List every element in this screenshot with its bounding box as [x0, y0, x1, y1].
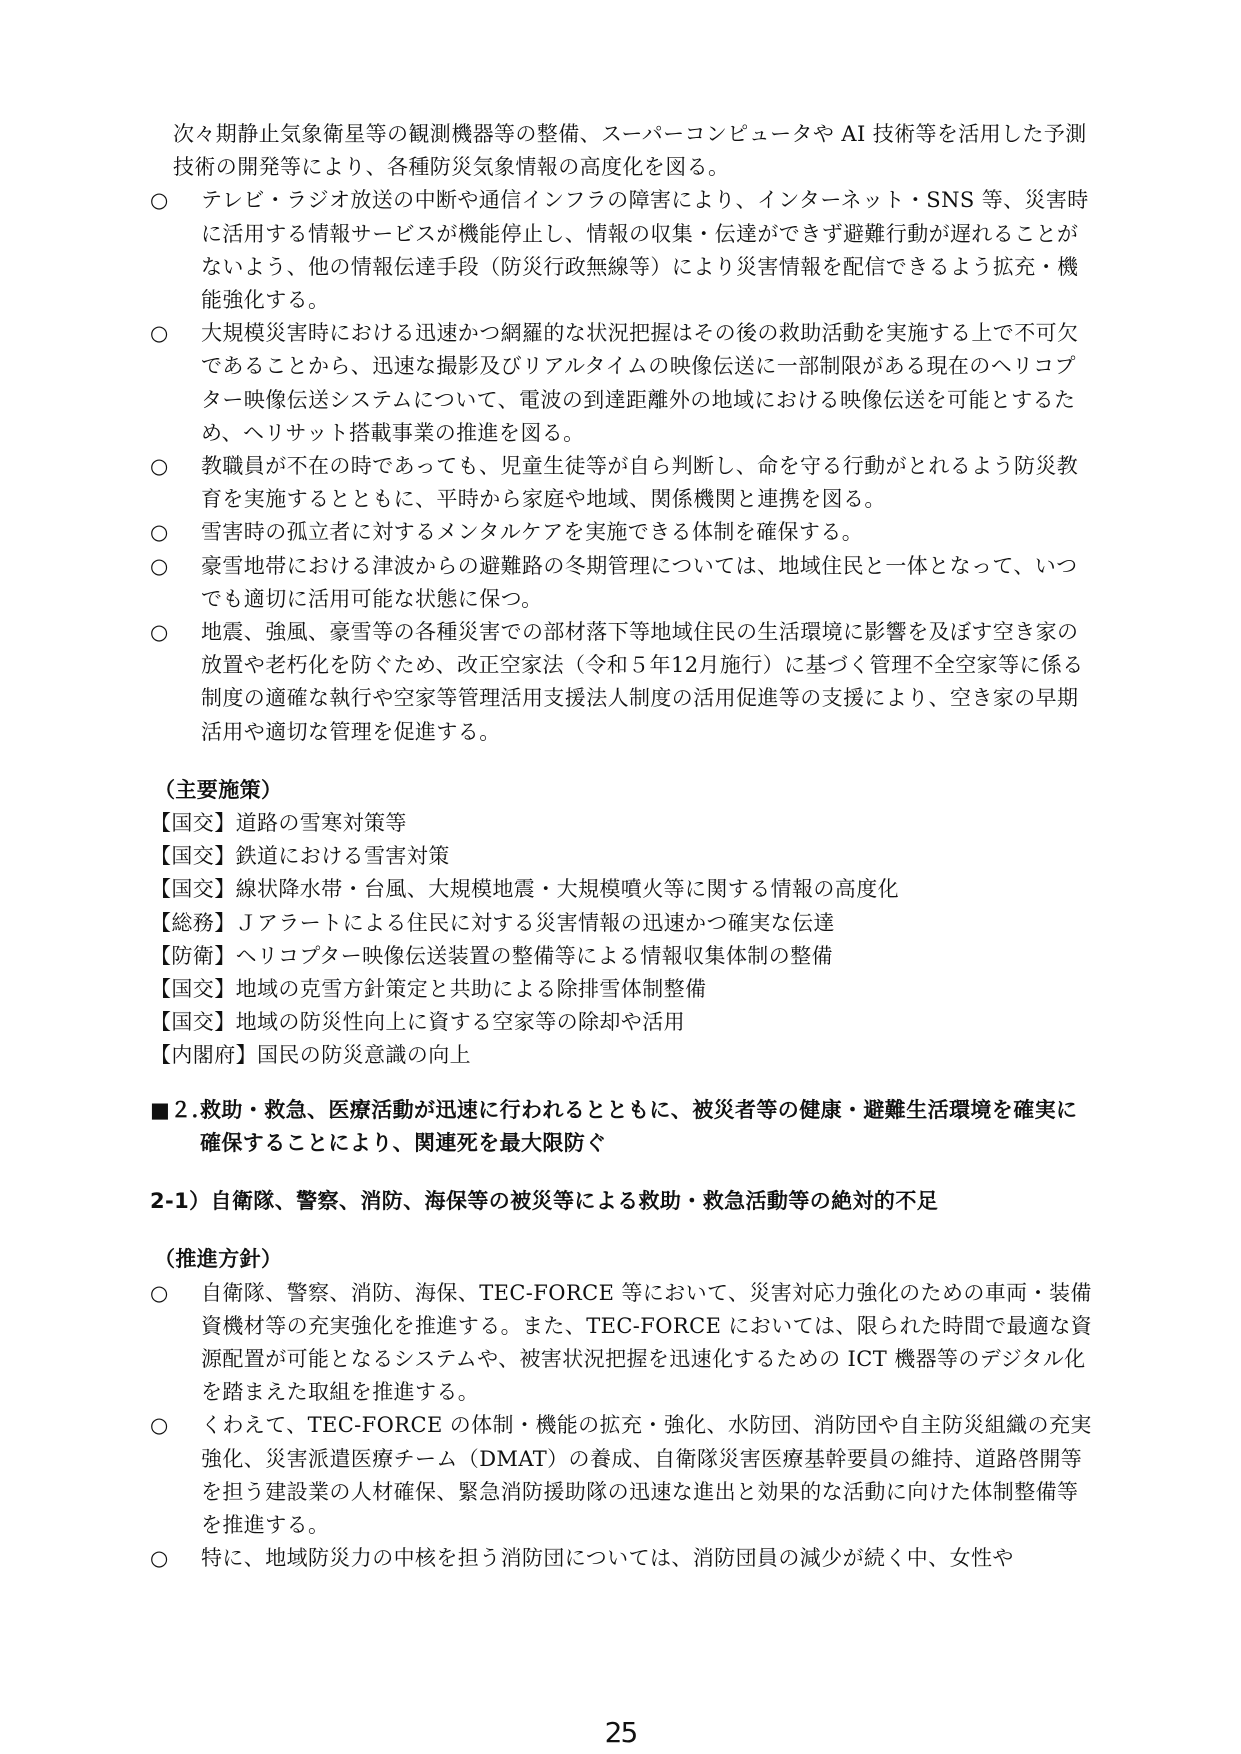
bullet-text: 特に、地域防災力の中核を担う消防団については、消防団員の減少が続く中、女性や — [201, 1546, 1014, 1571]
bullet-item — [150, 550, 1095, 616]
section-title: 救助・救急、医療活動が迅速に行われるとともに、被災者等の健康・避難生活環境を確実に確保することにより、関連死を最大限防ぐ — [200, 1097, 1078, 1155]
bullet-list-top — [150, 184, 1095, 748]
measure-item: 【国交】地域の克雪方針策定と共助による除排雪体制整備 — [150, 977, 707, 1002]
circle-bullet-icon: ○ — [150, 1546, 169, 1571]
bullet-text: 自衛隊、警察、消防、海保、TEC-FORCE 等において、災害対応力強化のための車両・装備資機材等の充実強化を推進する。また、TEC-FORCE においては、限られた時間で最適な資源配置が可能となるシステムや、被害状況把握を迅速化するための ICT 機器等のデジタル化を踏まえた取組を推進する。 — [201, 1280, 1093, 1405]
circle-bullet-icon: ○ — [150, 553, 169, 578]
measure-item: 【国交】道路の雪寒対策等 — [150, 811, 407, 836]
bullet-text: くわえて、TEC-FORCE の体制・機能の拡充・強化、水防団、消防団や自主防災組織の充実強化、災害派遣医療チーム（DMAT）の養成、自衛隊災害医療基幹要員の維持、道路啓開等を担う建設業の人材確保、緊急消防援助隊の迅速な進出と効果的な活動に向けた体制整備等を推進する。 — [201, 1413, 1092, 1537]
bullet-text: 地震、強風、豪雪等の各種災害での部材落下等地域住民の生活環境に影響を及ぼす空き家の放置や老朽化を防ぐため、改正空家法（令和５年12月施行）に基づく管理不全空家等に係る制度の適確な執行や空家等管理活用支援法人制度の活用促進等の支援により、空き家の早期活用や適切な管理を促進する。 — [201, 620, 1084, 744]
page-content — [150, 118, 1095, 1575]
bullet-item — [150, 1542, 1095, 1575]
measure-item: 【国交】線状降水帯・台風、大規模地震・大規模噴火等に関する情報の高度化 — [150, 877, 899, 902]
circle-bullet-icon: ○ — [150, 1413, 169, 1438]
bullet-item — [150, 616, 1095, 749]
section-heading — [150, 1094, 1095, 1160]
bullet-item — [150, 1277, 1095, 1410]
bullet-text: 教職員が不在の時であっても、児童生徒等が自ら判断し、命を守る行動がとれるよう防災教育を実施するとともに、平時から家庭や地域、関係機関と連携を図る。 — [201, 454, 1079, 512]
measure-item: 【国交】鉄道における雪害対策 — [150, 844, 450, 869]
bullet-item — [150, 450, 1095, 516]
circle-bullet-icon: ○ — [150, 1280, 169, 1305]
measures-header: （主要施策） — [154, 777, 283, 802]
circle-bullet-icon: ○ — [150, 188, 169, 213]
bullet-text: 雪害時の孤立者に対するメンタルケアを実施できる体制を確保する。 — [201, 520, 864, 545]
circle-bullet-icon: ○ — [150, 520, 169, 545]
bullet-text: 豪雪地帯における津波からの避難路の冬期管理については、地域住民と一体となって、いつでも適切に活用可能な状態に保つ。 — [201, 553, 1078, 611]
section-number: ■２． — [150, 1097, 214, 1122]
circle-bullet-icon: ○ — [150, 454, 169, 479]
bullet-list-bottom — [150, 1277, 1095, 1576]
bullet-item — [150, 1409, 1095, 1542]
page-number: 25 — [604, 1716, 637, 1749]
subsection-heading: 2-1）自衛隊、警察、消防、海保等の被災等による救助・救急活動等の絶対的不足 — [150, 1189, 939, 1214]
bullet-text: テレビ・ラジオ放送の中断や通信インフラの障害により、インターネット・SNS 等、災害時に活用する情報サービスが機能停止し、情報の収集・伝達ができず避難行動が遅れることがないよう、他の情報伝達手段（防災行政無線等）により災害情報を配信できるよう拡充・機能強化する。 — [201, 188, 1089, 313]
bullet-item — [150, 184, 1095, 317]
measure-item: 【内閣府】国民の防災意識の向上 — [150, 1043, 471, 1068]
circle-bullet-icon: ○ — [150, 620, 169, 645]
intro-continuation-paragraph: 次々期静止気象衛星等の観測機器等の整備、スーパーコンピュータや AI 技術等を活用した予測技術の開発等により、各種防災気象情報の高度化を図る。 — [173, 122, 1087, 180]
circle-bullet-icon: ○ — [150, 321, 169, 346]
measure-item: 【防衛】ヘリコプター映像伝送装置の整備等による情報収集体制の整備 — [150, 943, 833, 968]
bullet-item — [150, 317, 1095, 450]
measures-list — [150, 807, 1095, 1073]
bullet-text: 大規模災害時における迅速かつ網羅的な状況把握はその後の救助活動を実施する上で不可欠であることから、迅速な撮影及びリアルタイムの映像伝送に一部制限がある現在のヘリコプター映像伝送システムについて、電波の到達距離外の地域における映像伝送を可能とするため、ヘリサット搭載事業の推進を図る。 — [201, 321, 1079, 445]
measure-item: 【国交】地域の防災性向上に資する空家等の除却や活用 — [150, 1010, 685, 1035]
policy-header: （推進方針） — [154, 1247, 283, 1272]
measure-item: 【総務】Ｊアラートによる住民に対する災害情報の迅速かつ確実な伝達 — [150, 910, 835, 935]
bullet-item — [150, 516, 1095, 549]
